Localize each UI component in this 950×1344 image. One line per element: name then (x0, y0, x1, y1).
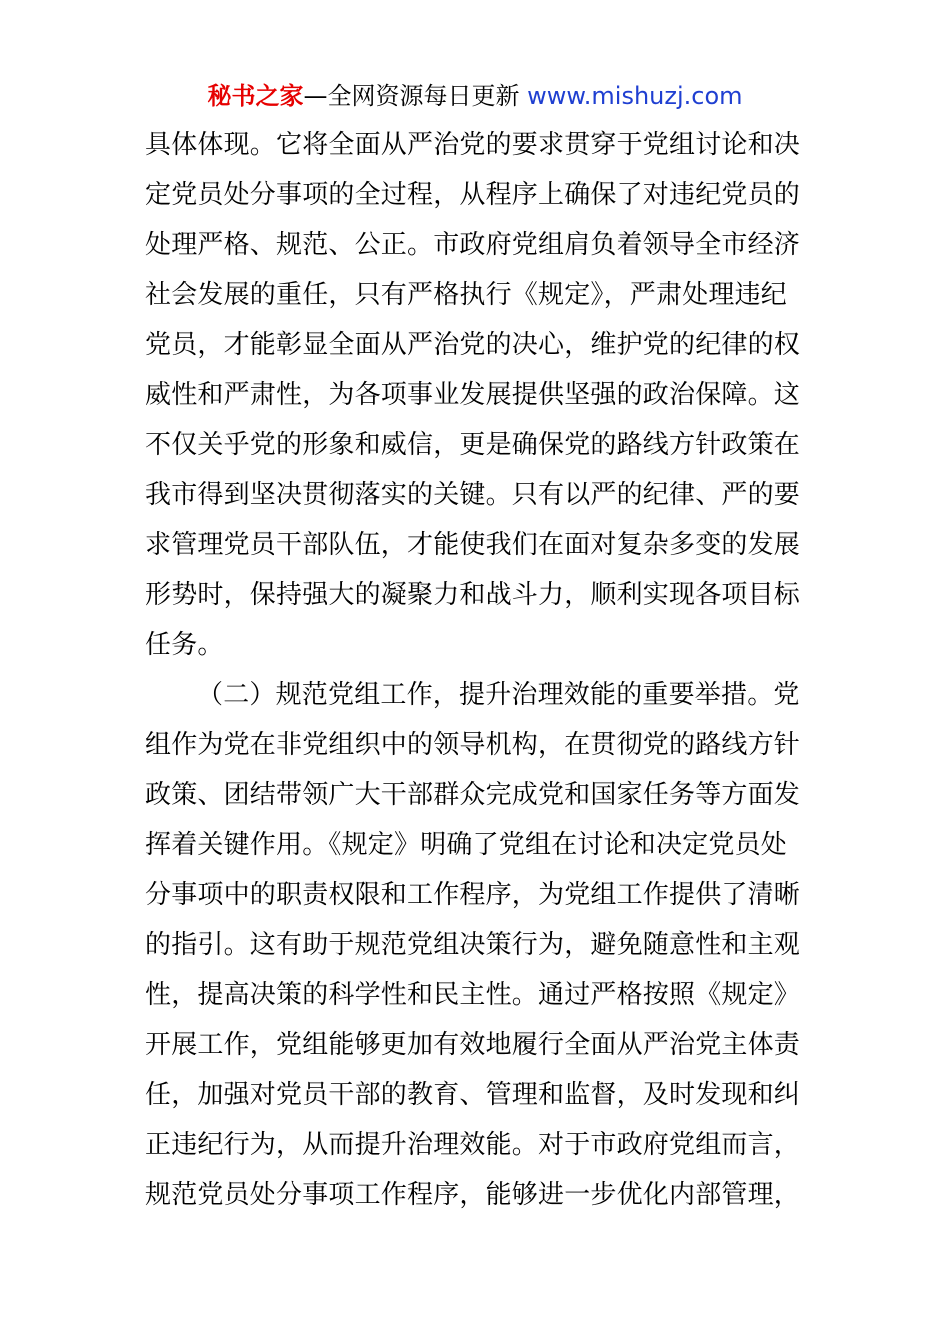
text-line: 具体体现。它将全面从严治党的要求贯穿于党组讨论和决 (145, 130, 801, 160)
text-line: 任务。 (145, 630, 224, 660)
site-brand: 秘书之家 (207, 82, 304, 110)
text-line: 分事项中的职责权限和工作程序，为党组工作提供了清晰 (145, 880, 801, 910)
text-line: 任，加强对党员干部的教育、管理和监督，及时发现和纠 (145, 1080, 801, 1110)
text-line: 的指引。这有助于规范党组决策行为，避免随意性和主观 (145, 930, 801, 960)
site-tagline: —全网资源每日更新 (303, 82, 528, 110)
text-line: 党员，才能彰显全面从严治党的决心，维护党的纪律的权 (145, 330, 801, 360)
text-line: 组作为党在非党组织中的领导机构，在贯彻党的路线方针 (145, 730, 801, 760)
text-line: 正违纪行为，从而提升治理效能。对于市政府党组而言， (145, 1130, 801, 1160)
site-header (0, 80, 950, 112)
text-line: 形势时，保持强大的凝聚力和战斗力，顺利实现各项目标 (145, 580, 801, 610)
text-line: 不仅关乎党的形象和威信，更是确保党的路线方针政策在 (145, 430, 801, 460)
text-line: 规范党员处分事项工作程序，能够进一步优化内部管理， (145, 1180, 801, 1210)
text-line: 政策、团结带领广大干部群众完成党和国家任务等方面发 (145, 780, 801, 810)
text-line: 性，提高决策的科学性和民主性。通过严格按照《规定》 (145, 980, 801, 1010)
document-body (145, 120, 810, 1220)
text-line: 我市得到坚决贯彻落实的关键。只有以严的纪律、严的要 (145, 480, 801, 510)
text-line: 定党员处分事项的全过程，从程序上确保了对违纪党员的 (145, 180, 801, 210)
text-line: 开展工作，党组能够更加有效地履行全面从严治党主体责 (145, 1030, 801, 1060)
text-line: 威性和严肃性，为各项事业发展提供坚强的政治保障。这 (145, 380, 801, 410)
text-line: 处理严格、规范、公正。市政府党组肩负着领导全市经济 (145, 230, 801, 260)
text-line: 挥着关键作用。《规定》明确了党组在讨论和决定党员处 (145, 830, 788, 860)
text-line: （二）规范党组工作，提升治理效能的重要举措。党 (197, 680, 800, 710)
text-line: 求管理党员干部队伍，才能使我们在面对复杂多变的发展 (145, 530, 801, 560)
text-line: 社会发展的重任，只有严格执行《规定》，严肃处理违纪 (145, 280, 788, 310)
site-url-link[interactable]: www.mishuzj.com (527, 82, 743, 110)
